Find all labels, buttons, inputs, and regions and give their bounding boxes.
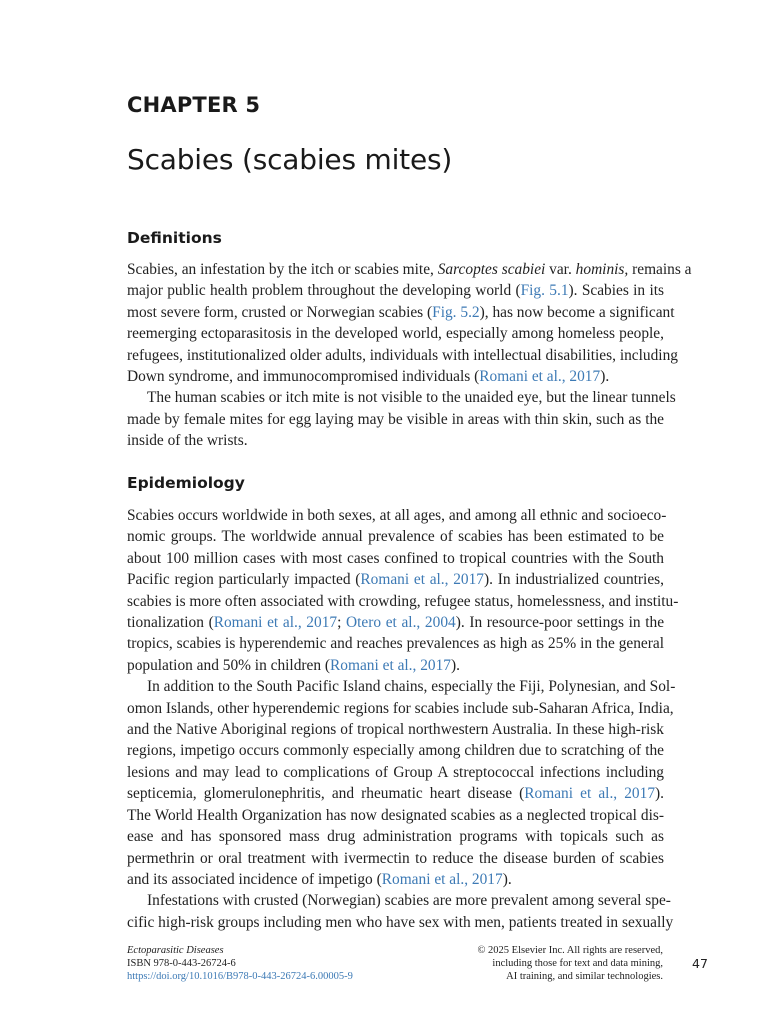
text-run: ;: [337, 614, 347, 632]
text-run: and the Native Aboriginal regions of tropical northwestern Australia. In these high-risk: [127, 721, 664, 739]
citation-link[interactable]: Romani et al., 2017: [213, 614, 338, 632]
text-line: [127, 259, 692, 280]
text-run: most severe form, crusted or Norwegian scabies (: [127, 303, 433, 321]
text-run: nomic groups. The worldwide annual prevalence of scabies has been estimated to be: [127, 528, 664, 546]
text-run: Scabies occurs worldwide in both sexes, at all ages, and among all ethnic and socioeco-: [127, 507, 667, 524]
text-run: population and 50% in children (: [127, 656, 331, 674]
text-run: remains a: [628, 261, 692, 278]
text-line: [127, 612, 664, 633]
text-run: inside of the wrists.: [127, 432, 248, 450]
copyright-line: © 2025 Elsevier Inc. All rights are reserved,: [477, 945, 663, 956]
citation-link[interactable]: Romani et al., 2017: [381, 870, 503, 888]
text-run: ).: [502, 870, 512, 888]
text-line: [127, 430, 664, 451]
text-line: [127, 848, 664, 869]
paragraph: [127, 890, 674, 933]
text-run: ).: [600, 368, 610, 386]
text-line: [127, 890, 671, 911]
text-line: [127, 323, 664, 344]
paragraph: [127, 505, 679, 676]
text-line: [127, 826, 664, 847]
text-run: The World Health Organization has now designated scabies as a neglected tropical dis-: [127, 806, 664, 824]
paragraph: [127, 676, 676, 890]
text-line: [127, 366, 664, 387]
text-line: [127, 805, 664, 826]
text-line: [127, 740, 664, 761]
footer-book-info: [127, 944, 353, 983]
text-run: ). Scabies in its: [568, 282, 664, 300]
text-run: ). In resource-poor settings in the: [455, 614, 665, 632]
isbn: ISBN 978-0-443-26724-6: [127, 958, 236, 969]
text-run: scabies is more often associated with crowding, refugee status, homelessness, and institu-: [127, 592, 679, 610]
citation-link[interactable]: Romani et al., 2017: [360, 571, 484, 589]
citation-link[interactable]: Fig. 5.1: [520, 282, 569, 300]
text-line: [127, 505, 667, 526]
definitions-text: [127, 259, 692, 452]
text-run: and its associated incidence of impetigo (: [127, 870, 382, 888]
section-heading-definitions: Definitions: [127, 229, 222, 247]
section-heading-epidemiology: Epidemiology: [127, 474, 245, 492]
doi-link[interactable]: https://doi.org/10.1016/B978-0-443-26724-6.00005-9: [127, 971, 353, 982]
text-run: reemerging ectoparasitosis in the developed world, especially among homeless people,: [127, 325, 664, 343]
epidemiology-text: [127, 505, 679, 933]
text-line: [127, 912, 674, 933]
text-run: Infestations with crusted (Norwegian) scabies are more prevalent among several spe-: [147, 892, 671, 910]
text-run: about 100 million cases with most cases confined to tropical countries with the South: [127, 549, 664, 567]
species-name: Sarcoptes scabiei: [437, 261, 546, 278]
text-run: refugees, institutionalized older adults, individuals with intellectual disabilities, including: [127, 346, 678, 364]
text-run: In addition to the South Pacific Island chains, especially the Fiji, Polynesian, and Sol-: [147, 678, 676, 696]
text-run: lesions and may lead to complications of Group A streptococcal infections including: [127, 763, 664, 781]
text-run: The human scabies or itch mite is not visible to the unaided eye, but the linear tunnels: [147, 389, 676, 407]
paragraph: [127, 259, 692, 387]
citation-link[interactable]: Romani et al., 2017: [330, 656, 451, 674]
text-run: cific high-risk groups including men who have sex with men, patients treated in sexually: [127, 913, 674, 931]
text-line: [127, 655, 664, 676]
text-line: [127, 591, 679, 612]
citation-link[interactable]: Romani et al., 2017: [524, 785, 656, 803]
text-line: [127, 719, 664, 740]
text-run: ). In industrialized countries,: [484, 571, 664, 589]
copyright-line: including those for text and data mining,: [492, 958, 663, 969]
text-run: ).: [655, 785, 664, 803]
text-line: [127, 783, 664, 804]
paragraph: [127, 387, 676, 451]
citation-link[interactable]: Otero et al., 2004: [346, 614, 456, 632]
page-number: 47: [692, 956, 708, 971]
text-run: ), has now become a significant: [479, 303, 675, 321]
text-line: [127, 762, 664, 783]
chapter-title: Scabies (scabies mites): [127, 143, 453, 176]
copyright-line: AI training, and similar technologies.: [506, 971, 663, 982]
text-run: tionalization (: [127, 614, 214, 632]
text-line: [127, 633, 664, 654]
text-line: [127, 869, 664, 890]
text-line: [127, 569, 664, 590]
text-line: [127, 409, 664, 430]
text-run: ease and has sponsored mass drug administration programs with topicals such as: [127, 828, 664, 846]
text-run: permethrin or oral treatment with ivermectin to reduce the disease burden of scabies: [127, 849, 664, 867]
text-line: [127, 345, 678, 366]
text-run: Pacific region particularly impacted (: [127, 571, 361, 589]
text-run: ).: [451, 656, 460, 674]
text-run: regions, impetigo occurs commonly especially among children due to scratching of the: [127, 742, 664, 760]
citation-link[interactable]: Romani et al., 2017: [479, 368, 601, 386]
copyright-notice: [477, 944, 663, 983]
text-line: [127, 387, 676, 408]
citation-link[interactable]: Fig. 5.2: [432, 303, 480, 321]
text-run: tropics, scabies is hyperendemic and reaches prevalences as high as 25% in the general: [127, 635, 664, 653]
chapter-label: CHAPTER 5: [127, 93, 261, 117]
text-line: [127, 676, 676, 697]
text-run: made by female mites for egg laying may be visible in areas with thin skin, such as the: [127, 410, 664, 428]
species-name: hominis,: [575, 261, 629, 278]
text-run: omon Islands, other hyperendemic regions for scabies include sub-Saharan Africa, India,: [127, 699, 674, 717]
text-line: [127, 302, 675, 323]
text-run: septicemia, glomerulonephritis, and rheumatic heart disease (: [127, 785, 525, 803]
text-line: [127, 548, 664, 569]
text-run: Scabies, an infestation by the itch or scabies mite,: [127, 261, 438, 278]
text-line: [127, 698, 674, 719]
text-run: major public health problem throughout the developing world (: [127, 282, 521, 300]
text-run: var.: [545, 261, 576, 278]
text-line: [127, 280, 664, 301]
text-line: [127, 526, 664, 547]
text-run: Down syndrome, and immunocompromised individuals (: [127, 368, 480, 386]
book-title: Ectoparasitic Diseases: [127, 945, 224, 956]
